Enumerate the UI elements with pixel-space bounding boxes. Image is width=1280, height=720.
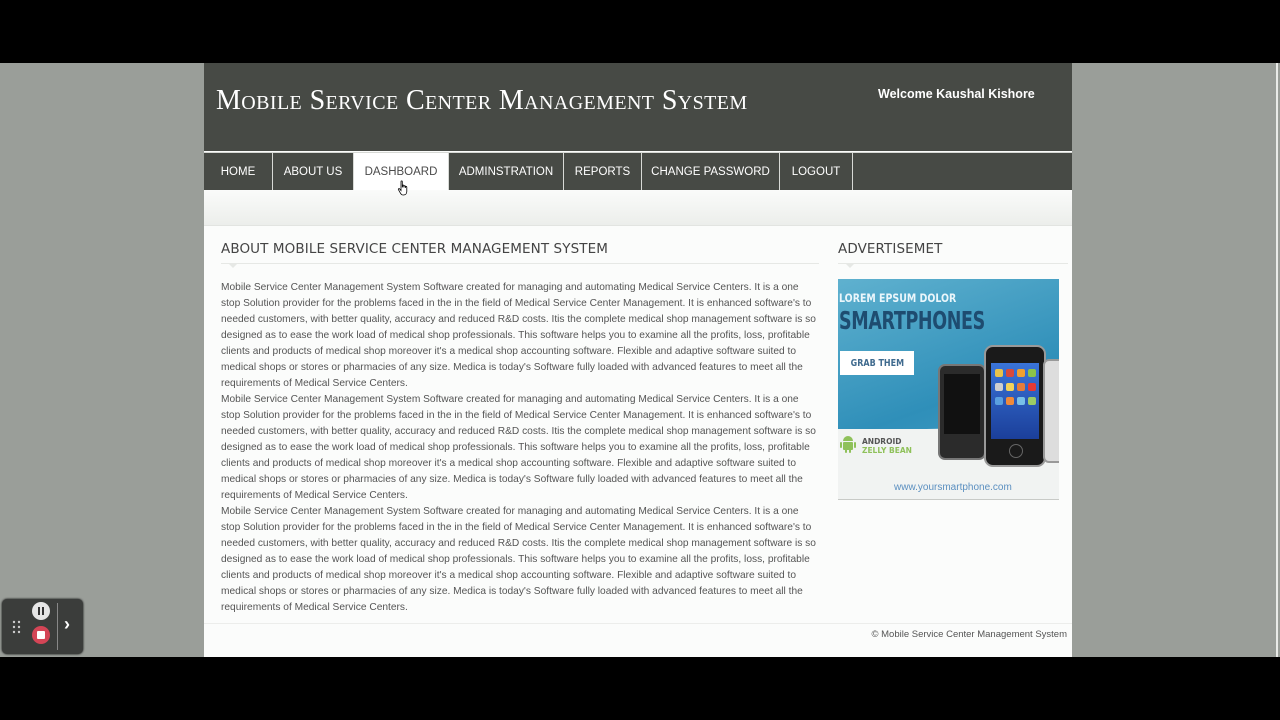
nav-reports[interactable] [564, 153, 642, 190]
ad-grab-button[interactable] [840, 351, 914, 375]
sub-header-bar [204, 190, 1072, 226]
phone-image-partial [1043, 359, 1059, 463]
phone-image-android [938, 364, 986, 460]
site-header [204, 63, 1072, 151]
sidebar [838, 241, 1068, 500]
site-title: Mobile Service Center Management System [216, 85, 748, 116]
about-paragraph: Mobile Service Center Management System Software created for managing and automating Medical Service Centers. It is a one stop Solution provider for the problems faced in the in the field of Medical Service Center Management. It is enhanced software's to needed customers, with better quality, accuracy and reduced R&D costs. Itis the complete medical shop management software is so designed as to ease the work load of medical shop professionals. This software helps you to examine all the profits, loss, profitable clients and products of medical shop moreover it's a medical shop accounting software. Flexible and adaptive software suited to medical shops or stores or pharmacies of any size. Medica is today's Software fully loaded with advanced features to meet all the requirements of Medical Service Centers. [221, 394, 816, 501]
nav-logout-label: LOGOUT [791, 165, 841, 178]
heading-divider [221, 263, 819, 264]
chevron-right-icon[interactable]: › [64, 614, 70, 634]
advertisement-banner[interactable] [838, 279, 1059, 500]
nav-change-password[interactable] [642, 153, 780, 190]
vertical-scrollbar[interactable] [1276, 63, 1278, 657]
recorder-divider [57, 603, 58, 650]
main-content [221, 241, 819, 616]
stop-recording-button[interactable] [32, 626, 50, 644]
footer-copyright: © Mobile Service Center Management System [871, 629, 1067, 640]
android-icon [839, 434, 857, 454]
nav-administration-label: ADMINSTRATION [458, 165, 554, 178]
browser-viewport [0, 63, 1280, 657]
nav-home[interactable] [204, 153, 273, 190]
nav-administration[interactable] [449, 153, 564, 190]
screen-recorder-widget [2, 599, 83, 654]
heading-divider [838, 263, 1068, 264]
phone-image-iphone [984, 345, 1046, 467]
ad-android-line2: ZELLY BEAN [862, 446, 912, 455]
about-heading: ABOUT MOBILE SERVICE CENTER MANAGEMENT SYSTEM [221, 241, 608, 257]
hand-pointer-cursor-icon [397, 180, 409, 196]
footer-divider [204, 623, 1072, 624]
nav-logout[interactable] [780, 153, 853, 190]
ad-headline: SMARTPHONES [839, 306, 985, 335]
about-paragraph: Mobile Service Center Management System Software created for managing and automating Medical Service Centers. It is a one stop Solution provider for the problems faced in the in the field of Medical Service Center Management. It is enhanced software's to needed customers, with better quality, accuracy and reduced R&D costs. Itis the complete medical shop management software is so designed as to ease the work load of medical shop professionals. This software helps you to examine all the profits, loss, profitable clients and products of medical shop moreover it's a medical shop accounting software. Flexible and adaptive software suited to medical shops or stores or pharmacies of any size. Medica is today's Software fully loaded with advanced features to meet all the requirements of Medical Service Centers. [221, 282, 816, 389]
about-paragraph: Mobile Service Center Management System Software created for managing and automating Medical Service Centers. It is a one stop Solution provider for the problems faced in the in the field of Medical Service Center Management. It is enhanced software's to needed customers, with better quality, accuracy and reduced R&D costs. Itis the complete medical shop management software is so designed as to ease the work load of medical shop professionals. This software helps you to examine all the profits, loss, profitable clients and products of medical shop moreover it's a medical shop accounting software. Flexible and adaptive software suited to medical shops or stores or pharmacies of any size. Medica is today's Software fully loaded with advanced features to meet all the requirements of Medical Service Centers. [221, 506, 816, 613]
nav-about-us-label: ABOUT US [283, 165, 343, 178]
advertisement-heading: ADVERTISEMET [838, 241, 943, 257]
ad-grab-label: GRAB THEM [850, 357, 904, 369]
nav-home-label: HOME [220, 165, 256, 178]
nav-about-us[interactable] [273, 153, 354, 190]
ad-android-text [862, 437, 912, 455]
nav-dashboard-label: DASHBOARD [364, 165, 438, 178]
welcome-message: Welcome Kaushal Kishore [878, 87, 1035, 101]
main-nav [204, 152, 1072, 190]
page-container [204, 63, 1072, 657]
ad-url[interactable]: www.yoursmartphone.com [894, 482, 1012, 493]
ad-tagline: LOREM EPSUM DOLOR [839, 291, 957, 305]
pause-recording-button[interactable] [32, 602, 50, 620]
drag-handle-icon[interactable] [12, 619, 22, 635]
ad-android-line1: ANDROID [862, 437, 902, 446]
nav-change-password-label: CHANGE PASSWORD [651, 165, 770, 178]
nav-reports-label: REPORTS [574, 165, 631, 178]
